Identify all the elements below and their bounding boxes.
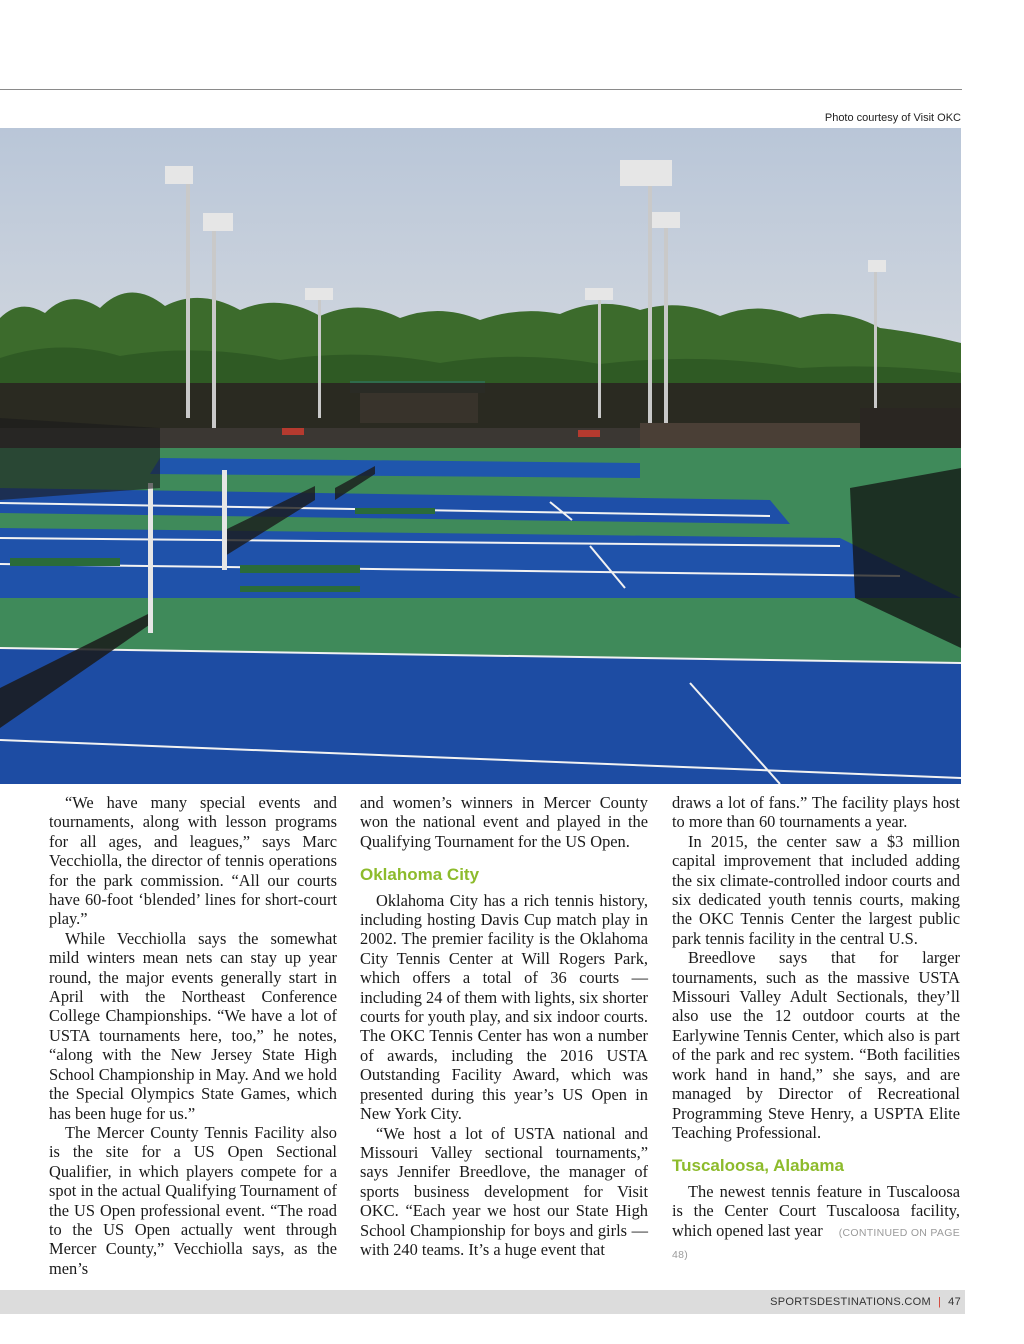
paragraph: Oklahoma City has a rich tennis history, including hosting Davis Cup match play in 2002. The premier facility is the Oklahoma City Tennis Center at Will Rogers Park, which offers a total of 36 courts — including 24 of them with lights, six shorter courts for youth play, and six indoor courts. The OKC Tennis Center has won a number of awards, including the 2016 USTA Outstanding Facility Award, which was presented during this year’s US Open in New York City. (360, 890, 648, 1124)
paragraph: While Vecchiolla says the somewhat mild winters mean nets can stay up year round, the major events generally start in April with the Northeast Conference College Championships. “We have a lot of USTA tournaments here, too,” he notes, “along with the New Jersey State High School Championship in May. And we hold the Special Olympics State Games, which has been huge for us.” (49, 928, 337, 1123)
top-rule (0, 89, 962, 90)
page-number: 47 (948, 1296, 961, 1308)
footer-separator: | (937, 1296, 942, 1308)
paragraph: The Mercer County Tennis Facility also is the site for a US Open Sectional Qualifier, in which players compete for a spot in the actual Qualifying Tournament of the US Open professional event. “The road to the US Open actually went through Mercer County,” Vecchiolla says, as the men’s (49, 1122, 337, 1278)
photo-credit: Photo courtesy of Visit OKC (824, 112, 961, 124)
continued-link: (CONTINUED ON PAGE 48) (672, 1226, 961, 1261)
article-column-2 (360, 793, 648, 1259)
section-heading-tuscaloosa: Tuscaloosa, Alabama (672, 1156, 844, 1176)
tennis-courts-photo (0, 128, 961, 784)
paragraph: Breedlove says that for larger tournaments, such as the massive USTA Missouri Valley Adult Sectionals, they’ll also use the 12 outdoor courts at the Earlywine Tennis Center, which also is part of the park and rec system. “Both facilities work hand in hand,” she says, and are managed by Director of Recreational Programming Steve Henry, a USPTA Elite Teaching Professional. (672, 948, 960, 1142)
paragraph: “We have many special events and tournaments, along with lesson programs for all ages, and leagues,” says Marc Vecchiolla, the director of tennis operations for the park commission. “All our courts have 60-foot ‘blended’ lines for short-court play.” (49, 793, 337, 929)
paragraph-text: The newest tennis feature in Tuscaloosa is the Center Court Tuscaloosa facility, which opened last year (672, 1181, 960, 1240)
paragraph: and women’s winners in Mercer County won the national event and played in the Qualifying Tournament for the US Open. (360, 793, 648, 851)
paragraph (672, 1182, 960, 1266)
article-body (49, 793, 961, 1278)
footer-site: SPORTSDESTINATIONS.COM (770, 1296, 931, 1308)
article-column-3 (672, 793, 960, 1265)
tennis-courts-illustration (0, 128, 961, 784)
article-column-1 (49, 793, 337, 1278)
paragraph: draws a lot of fans.” The facility plays host to more than 60 tournaments a year. (672, 793, 960, 832)
paragraph: “We host a lot of USTA national and Missouri Valley sectional tournaments,” says Jennifer Breedlove, the manager of sports business development for Visit OKC. “Each year we host our State High School Championship for boys and girls — with 240 teams. It’s a huge event that (360, 1123, 648, 1259)
section-heading-oklahoma-city: Oklahoma City (360, 865, 480, 885)
footer (770, 1296, 961, 1308)
paragraph: In 2015, the center saw a $3 million capital improvement that included adding the six climate-controlled indoor courts and six dedicated youth tennis courts, making the OKC Tennis Center the largest public park tennis facility in the central U.S. (672, 831, 960, 948)
